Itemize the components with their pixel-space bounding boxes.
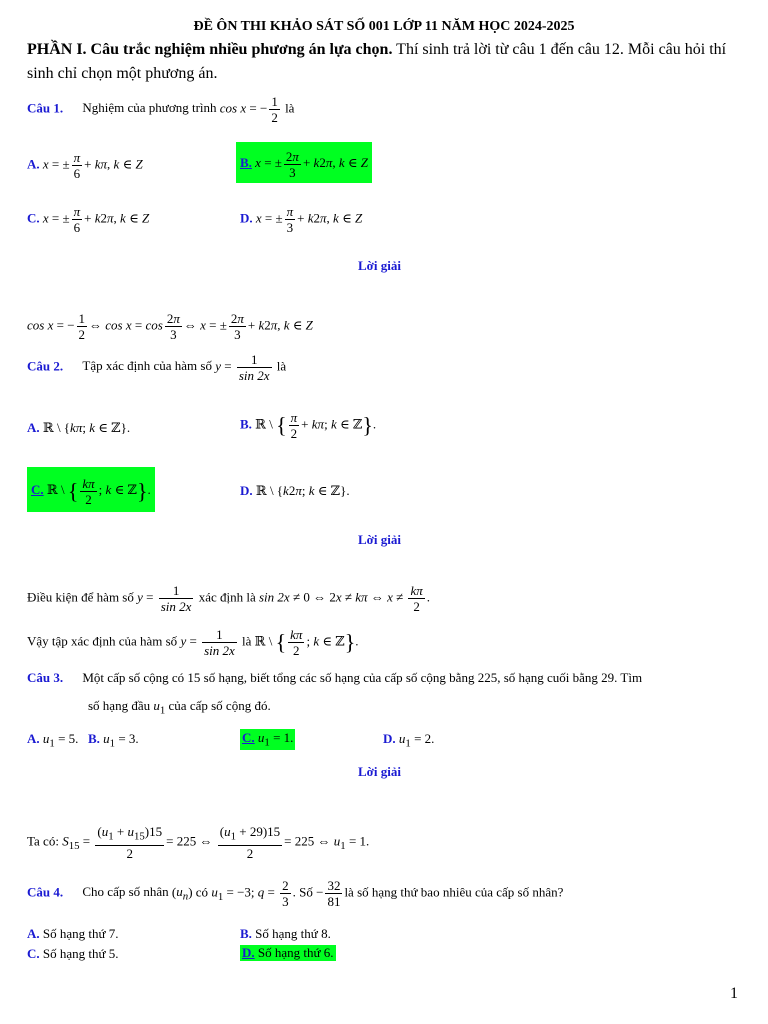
q2-solution-label: Lời giải [358, 532, 401, 547]
q2-label: Câu 2. [27, 358, 64, 374]
q2-option-d[interactable]: D. ℝ \ {k2π; k ∈ ℤ}. [240, 483, 350, 498]
q1-option-d[interactable]: D. x = ± $\frac{\pi}{3}$ + k2π, k ∈ Z [240, 204, 363, 235]
q3-solution: Ta có: $S_{15}$ = $\frac{(u_1 + u_{15})15}{2}$ = 225 ⇔ $\frac{(u_1 + 29)15}{2}$ = 225 ⇔ $u_1 = 1$. [27, 824, 370, 861]
q2-text: Tập xác định của hàm số [82, 358, 212, 374]
part-heading [27, 38, 742, 86]
part-text: Thí sinh trả lời từ câu 1 đến câu 12. Mỗi câu hỏi thí sinh chỉ chọn một phương án. [27, 41, 727, 82]
question-1: Câu 1. Nghiệm của phương trình cos x = − $\frac{1}{2}$ là [27, 94, 295, 125]
page-number: 1 [730, 985, 738, 1002]
q4-option-d[interactable]: D. Số hạng thứ 6. [242, 945, 334, 960]
q3-option-c[interactable]: C. $u_1 = 1$. [242, 730, 294, 749]
q2-tail: là [276, 358, 287, 374]
q2-solution-line-2: Vậy tập xác định của hàm số y = $\frac{1}{\sin 2x}$ là ℝ \ { $\frac{k\pi}{2}$ ; k ∈ ℤ}. [27, 627, 359, 658]
q1-solution-label: Lời giải [358, 258, 401, 273]
q2-option-a[interactable]: A. ℝ \ {kπ; k ∈ ℤ}. [27, 420, 131, 435]
q1-text: Nghiệm của phương trình [82, 100, 217, 116]
q4-option-b[interactable]: B. Số hạng thứ 8. [240, 926, 331, 941]
q1-tail: là [285, 100, 295, 116]
q2-option-b[interactable]: B. ℝ \ { $\frac{\pi}{2}$ + kπ; k ∈ ℤ}. [240, 410, 377, 441]
q3-solution-label: Lời giải [358, 764, 401, 779]
question-3-line-2: số hạng đầu $u_1$ của cấp số cộng đó. [88, 698, 271, 717]
part-label: PHẦN I. Câu trắc nghiệm nhiều phương án lựa chọn. [27, 41, 393, 58]
question-3 [27, 670, 642, 686]
question-2: Câu 2. Tập xác định của hàm số y = $\frac{1}{\sin 2x}$ là [27, 352, 287, 383]
q3-label: Câu 3. [27, 670, 64, 685]
q2-option-c[interactable]: C. ℝ \ { $\frac{k\pi}{2}$ ; k ∈ ℤ}. [27, 467, 155, 512]
document-title: ĐỀ ÔN THI KHẢO SÁT SỐ 001 LỚP 11 NĂM HỌC 2024-2025 [193, 19, 575, 34]
q4-option-c[interactable]: C. Số hạng thứ 5. [27, 946, 119, 961]
q3-text: Một cấp số cộng có 15 số hạng, biết tổng các số hạng của cấp số cộng bằng 225, số hạng cuối bằng 29. Tìm [82, 670, 643, 685]
q3-option-d[interactable]: D. $u_1 = 2$. [383, 731, 435, 750]
q4-label: Câu 4. [27, 884, 64, 900]
q3-option-a[interactable]: A. $u_1 = 5$. [27, 731, 79, 750]
q1-option-b[interactable]: B. x = ± $\frac{2\pi}{3}$ + k2π, k ∈ Z [236, 142, 372, 183]
q3-option-b[interactable]: B. $u_1 = 3$. [88, 731, 139, 750]
q2-solution-line-1: Điều kiện để hàm số y = $\frac{1}{\sin 2x}$ xác định là sin 2x ≠ 0 ⇔ 2x ≠ kπ ⇔ x ≠ $\frac{k\pi}{2}$ . [27, 583, 431, 614]
q1-label: Câu 1. [27, 100, 64, 116]
q4-option-a[interactable]: A. Số hạng thứ 7. [27, 926, 119, 941]
q1-solution: cos x = − $\frac{1}{2}$ ⇔ cos x = cos $\frac{2\pi}{3}$ ⇔ x = ± $\frac{2\pi}{3}$ + k2π, k ∈ Z [27, 311, 313, 342]
q1-option-a[interactable]: A. x = ± $\frac{\pi}{6}$ + kπ, k ∈ Z [27, 150, 143, 181]
q1-option-c[interactable]: C. x = ± $\frac{\pi}{6}$ + k2π, k ∈ Z [27, 204, 150, 235]
question-4: Câu 4. Cho cấp số nhân $(u_n)$ có $u_1 = -3$; q = $\frac{2}{3}$ . Số − $\frac{32}{81}$ là số hạng thứ bao nhiêu của cấp số nhân? [27, 878, 564, 909]
